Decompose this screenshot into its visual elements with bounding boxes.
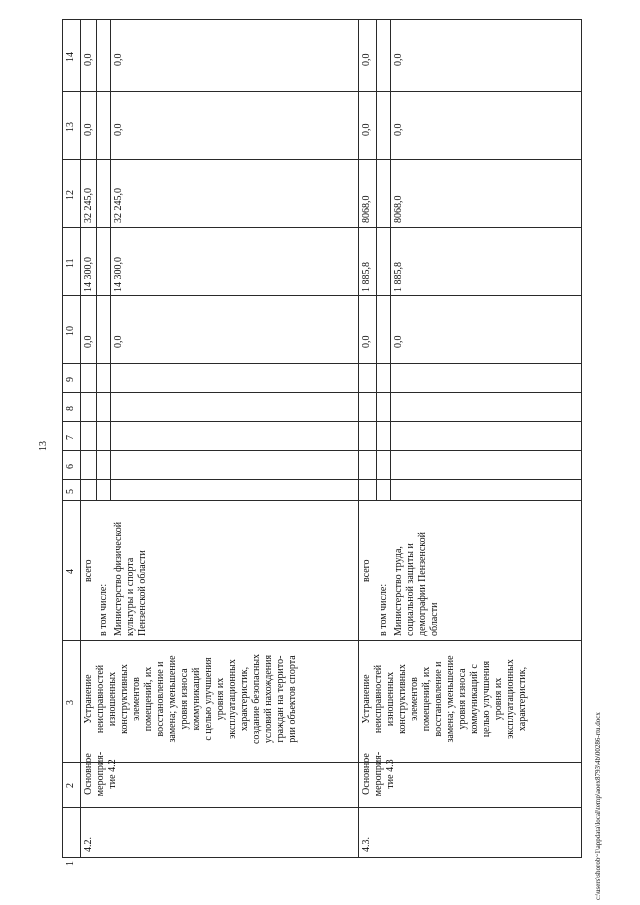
including-label: в том числе:: [98, 583, 109, 636]
desc-line: эксплуатационных: [505, 659, 516, 739]
header-col-10: 10: [65, 326, 76, 336]
cell-c10: 0,0: [393, 335, 404, 348]
desc-line: граждан на террито-: [275, 655, 286, 743]
cell-c14: 0,0: [113, 53, 124, 66]
including-label: в том числе:: [378, 583, 389, 636]
desc-line: неисправностей: [373, 664, 384, 734]
header-col-11: 11: [65, 258, 76, 268]
cell-c12: 8068,0: [393, 195, 404, 223]
cell-c12: 32 245,0: [113, 188, 124, 223]
row-type: Основное мероприя-тие 4.2: [83, 751, 118, 797]
cell-c13: 0,0: [83, 123, 94, 136]
header-col-6: 6: [65, 464, 76, 469]
desc-line: замена; уменьшение: [445, 655, 456, 743]
header-col-7: 7: [65, 435, 76, 440]
cell-c10: 0,0: [361, 335, 372, 348]
desc-line: эксплуатационных: [227, 659, 238, 739]
desc-line: элементов: [131, 677, 142, 721]
desc-line: создание безопасных: [251, 653, 262, 745]
cell-c13: 0,0: [361, 123, 372, 136]
total-label: всего: [361, 559, 372, 582]
desc-line: коммуникаций с: [469, 664, 480, 734]
cell-c11: 14 300,0: [113, 257, 124, 292]
cell-c11: 1 885,8: [393, 262, 404, 292]
desc-line: уровня их: [493, 677, 504, 721]
row-type: Основное мероприя-тие 4.3: [361, 751, 396, 797]
cell-c11: 1 885,8: [361, 262, 372, 292]
page-number: 13: [38, 441, 49, 451]
desc-line: изношенных: [107, 671, 118, 727]
desc-line: неисправностей: [95, 664, 106, 734]
desc-line: характеристик,: [517, 666, 528, 732]
desc-line: конструктивных: [119, 664, 130, 734]
header-col-9: 9: [65, 377, 76, 382]
desc-line: элементов: [409, 677, 420, 721]
desc-line: уровня износа: [179, 668, 190, 730]
header-col-4: 4: [65, 569, 76, 574]
cell-c10: 0,0: [113, 335, 124, 348]
executor-name: Министерство физической культуры и спорта Пензенской области: [113, 521, 148, 636]
header-col-1: 1: [65, 861, 76, 866]
cell-c14: 0,0: [361, 53, 372, 66]
desc-line: характеристик,: [239, 666, 250, 732]
header-col-3: 3: [65, 700, 76, 705]
desc-line: замена; уменьшение: [167, 655, 178, 743]
desc-line: коммуникаций: [191, 667, 202, 731]
desc-line: изношенных: [385, 671, 396, 727]
cell-c12: 32 245,0: [83, 188, 94, 223]
row-number: 4.2.: [83, 837, 94, 852]
row-description: [83, 643, 299, 755]
cell-c14: 0,0: [83, 53, 94, 66]
file-path: c:\users\shorob~1\appdata\local\temp\aoex8793\4b\00286-rtu.docx: [594, 712, 602, 900]
cell-c10: 0,0: [83, 335, 94, 348]
header-col-8: 8: [65, 406, 76, 411]
cell-c12: 8068,0: [361, 195, 372, 223]
desc-line: условий нахождения: [263, 654, 274, 744]
desc-line: помещений, их: [421, 666, 432, 732]
header-col-12: 12: [65, 190, 76, 200]
row-description: [361, 643, 529, 755]
desc-line: уровня их: [215, 677, 226, 721]
desc-line: восстановление и: [155, 661, 166, 737]
header-col-5: 5: [65, 489, 76, 494]
cell-c13: 0,0: [393, 123, 404, 136]
desc-line: с целью улучшения: [203, 657, 214, 741]
desc-line: целью улучшения: [481, 660, 492, 738]
desc-line: уровня износа: [457, 668, 468, 730]
desc-line: Устранение: [83, 674, 94, 724]
desc-line: Устранение: [361, 674, 372, 724]
header-col-13: 13: [65, 122, 76, 132]
desc-line: рии объектов спорта: [287, 655, 298, 743]
header-col-14: 14: [65, 52, 76, 62]
row-number: 4.3.: [361, 837, 372, 852]
header-col-2: 2: [65, 783, 76, 788]
desc-line: восстановление и: [433, 661, 444, 737]
cell-c14: 0,0: [393, 53, 404, 66]
desc-line: конструктивных: [397, 664, 408, 734]
desc-line: помещений, их: [143, 666, 154, 732]
cell-c11: 14 300,0: [83, 257, 94, 292]
total-label: всего: [83, 559, 94, 582]
cell-c13: 0,0: [113, 123, 124, 136]
executor-name: Министерство труда, социальной защиты и демографии Пензенской области: [393, 532, 440, 636]
